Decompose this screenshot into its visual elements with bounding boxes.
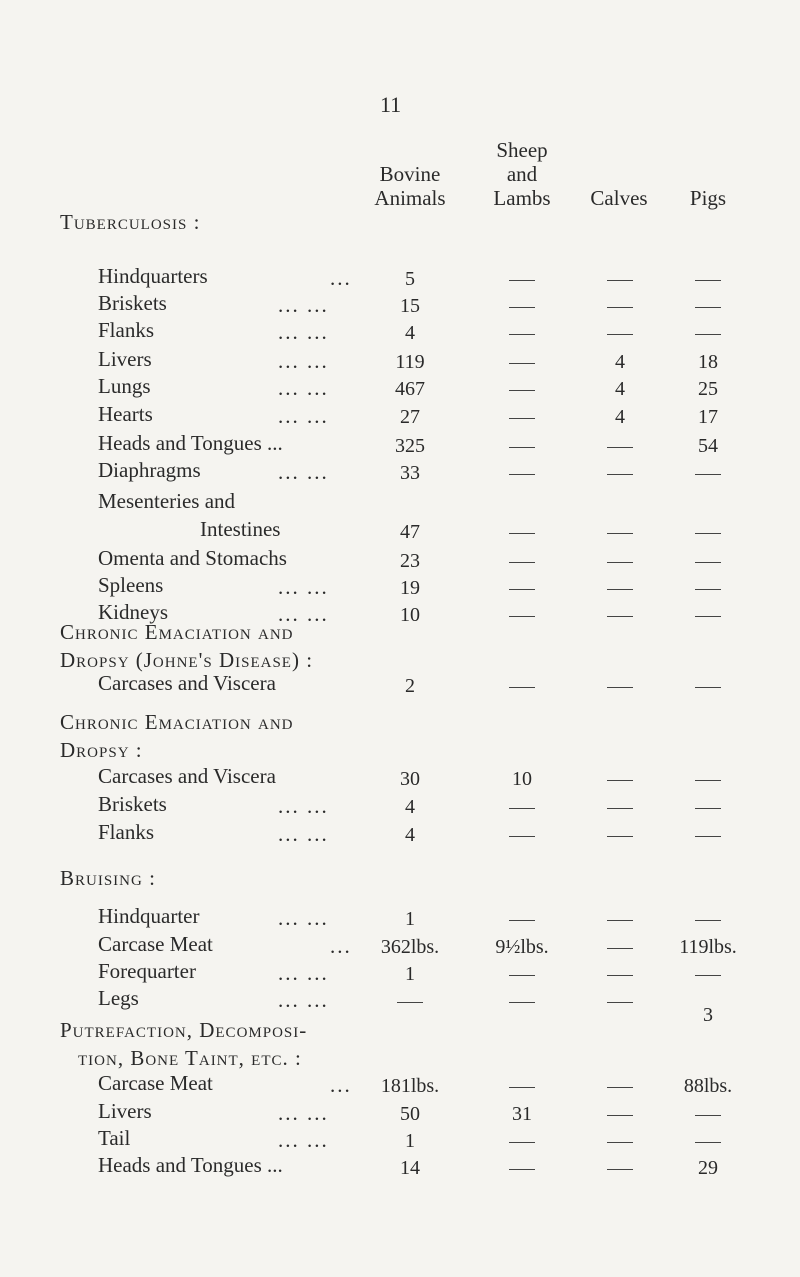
cell-bovine: 4 [405,796,415,818]
leader-dots: ... ... [278,404,329,428]
cell-calves [570,768,670,791]
dash-mark [509,334,535,335]
row-label: Diaphragms [98,458,201,482]
cell-pigs: 17 [698,406,718,428]
table-row [0,1153,800,1183]
cell-calves [570,435,670,458]
dash-mark [695,1142,721,1143]
cell-sheep [472,796,572,819]
table-row [0,792,800,822]
cell-sheep [472,963,572,986]
cell-bovine: 1 [405,908,415,930]
leader-dots: ... ... [278,906,329,930]
cell-pigs [658,1103,758,1126]
cell-pigs [658,322,758,345]
row-label: Carcases and Viscera [98,764,276,788]
dash-mark [509,616,535,617]
cell-calves: 4 [615,351,625,373]
cell-bovine: 4 [405,322,415,344]
cell-calves [570,1157,670,1180]
dash-mark [695,687,721,688]
cell-pigs [658,796,758,819]
section-title-line2: Dropsy : [60,738,143,762]
dash-mark [695,808,721,809]
dash-mark [509,687,535,688]
dash-mark [695,1115,721,1116]
cell-pigs [658,550,758,573]
cell-bovine: 2 [405,675,415,697]
cell-pigs: 119lbs. [679,936,737,958]
cell-bovine: 119 [395,351,425,373]
leader-dots: ... ... [278,602,329,626]
dash-mark [607,920,633,921]
dash-mark [509,1002,535,1003]
cell-calves [570,322,670,345]
cell-bovine: 4 [405,824,415,846]
dash-mark [607,1002,633,1003]
dash-mark [509,363,535,364]
dash-mark [607,616,633,617]
cell-bovine: 5 [405,268,415,290]
cell-sheep [472,550,572,573]
dash-mark [695,836,721,837]
cell-bovine: 30 [400,768,420,790]
dash-mark [509,808,535,809]
section-title-line1: Chronic Emaciation and [60,710,294,734]
leader-dots: ... [330,1073,352,1097]
cell-calves [570,796,670,819]
dash-mark [509,390,535,391]
dash-mark [607,808,633,809]
cell-bovine: 19 [400,577,420,599]
table-row [0,489,800,519]
cell-pigs [658,675,758,698]
leader-dots: ... ... [278,1128,329,1152]
table-row [0,402,800,432]
leader-dots: ... ... [278,794,329,818]
row-label: Livers [98,1099,152,1123]
cell-bovine: 10 [400,604,420,626]
cell-sheep [472,824,572,847]
row-label: Forequarter [98,959,196,983]
dash-mark [695,562,721,563]
column-header-bovine: Bovine Animals [374,162,446,210]
dash-mark [509,474,535,475]
cell-bovine: 181lbs. [380,1075,440,1097]
dash-mark [695,307,721,308]
row-label: Carcase Meat [98,1071,213,1095]
cell-pigs: 18 [698,351,718,373]
leader-dots: ... ... [278,460,329,484]
column-header-pigs: Pigs [689,186,727,210]
dash-mark [607,562,633,563]
cell-pigs: 25 [698,378,718,400]
cell-pigs [658,824,758,847]
row-label: Mesenteries and [98,489,236,513]
row-label: Flanks [98,318,155,342]
table-row [0,764,800,794]
cell-bovine [360,990,460,1013]
leader-dots: ... ... [278,293,329,317]
dash-mark [397,1002,423,1003]
row-label: Carcases and Viscera [98,671,276,695]
cell-calves [570,521,670,544]
dash-mark [695,334,721,335]
row-label: Heads and Tongues ... [98,1153,283,1177]
cell-calves: 4 [615,406,625,428]
dash-mark [607,836,633,837]
dash-mark [607,948,633,949]
dash-mark [607,307,633,308]
cell-pigs: 3 [703,1004,713,1026]
cell-pigs: 29 [698,1157,718,1179]
dash-mark [695,474,721,475]
table-row [0,904,800,934]
dash-mark [509,280,535,281]
cell-calves [570,990,670,1013]
cell-sheep [472,295,572,318]
dash-mark [509,975,535,976]
cell-calves [570,1103,670,1126]
dash-mark [695,975,721,976]
cell-sheep [472,990,572,1013]
dash-mark [509,533,535,534]
leader-dots: ... ... [278,988,329,1012]
row-label: Tail [98,1126,131,1150]
row-label: Briskets [98,792,167,816]
table-row [0,1071,800,1101]
cell-calves [570,963,670,986]
leader-dots: ... [330,266,352,290]
cell-pigs: 54 [698,435,718,457]
cell-calves [570,936,670,959]
row-label: Flanks [98,820,155,844]
table-row [0,374,800,404]
table-row [0,986,800,1026]
cell-bovine: 467 [395,378,425,400]
cell-sheep [472,406,572,429]
cell-sheep [472,521,572,544]
cell-calves [570,577,670,600]
dash-mark [695,533,721,534]
cell-bovine: 1 [405,1130,415,1152]
row-label: Hindquarter [98,904,200,928]
page-number: 11 [380,92,402,117]
column-header-calves: Calves [590,186,648,210]
row-label: Lungs [98,374,151,398]
row-label: Omenta and Stomachs [98,546,287,570]
cell-calves [570,824,670,847]
leader-dots: ... [330,934,352,958]
table-row [0,517,800,547]
dash-mark [695,280,721,281]
dash-mark [607,280,633,281]
table-row [0,458,800,488]
cell-bovine: 362lbs. [380,936,440,958]
cell-calves [570,675,670,698]
cell-sheep [472,577,572,600]
cell-calves [570,268,670,291]
section-title-line1: Chronic Emaciation and [60,620,294,644]
cell-sheep: 9½lbs. [495,936,549,958]
row-label: Kidneys [98,600,168,624]
cell-bovine: 27 [400,406,420,428]
leader-dots: ... ... [278,961,329,985]
cell-sheep: 31 [512,1103,532,1125]
cell-bovine: 47 [400,521,420,543]
cell-sheep [472,1157,572,1180]
dash-mark [607,1142,633,1143]
cell-pigs [658,268,758,291]
cell-bovine: 50 [400,1103,420,1125]
cell-sheep [472,322,572,345]
dash-mark [607,334,633,335]
cell-calves [570,1075,670,1098]
section-title: Bruising : [60,866,156,890]
cell-pigs [658,1130,758,1153]
cell-sheep [472,462,572,485]
dash-mark [607,975,633,976]
dash-mark [607,533,633,534]
dash-mark [509,1087,535,1088]
cell-pigs [658,908,758,931]
dash-mark [607,1169,633,1170]
cell-calves [570,295,670,318]
leader-dots: ... ... [278,349,329,373]
cell-pigs [658,768,758,791]
section-title: Tuberculosis : [60,210,201,234]
row-label: Carcase Meat [98,932,213,956]
cell-bovine: 325 [395,435,425,457]
cell-pigs [658,521,758,544]
cell-sheep [472,351,572,374]
row-label: Hindquarters [98,264,208,288]
cell-bovine: 15 [400,295,420,317]
cell-sheep: 10 [512,768,532,790]
cell-pigs [658,604,758,627]
section-title-line2: tion, Bone Taint, etc. : [78,1046,302,1070]
row-label: Heads and Tongues ... [98,431,283,455]
leader-dots: ... ... [278,376,329,400]
row-label: Spleens [98,573,164,597]
row-label: Intestines [200,517,281,541]
dash-mark [607,447,633,448]
dash-mark [607,1115,633,1116]
dash-mark [607,780,633,781]
cell-bovine: 14 [400,1157,420,1179]
row-label: Hearts [98,402,153,426]
cell-sheep [472,604,572,627]
cell-sheep [472,378,572,401]
cell-calves [570,604,670,627]
dash-mark [695,920,721,921]
cell-calves [570,550,670,573]
dash-mark [509,1169,535,1170]
leader-dots: ... ... [278,1101,329,1125]
row-label: Legs [98,986,139,1010]
dash-mark [509,920,535,921]
row-label: Livers [98,347,152,371]
column-header-sheep: Sheep and Lambs [493,138,551,210]
leader-dots: ... ... [278,575,329,599]
cell-calves [570,1130,670,1153]
cell-pigs [658,295,758,318]
section-title-line2: Dropsy (Johne's Disease) : [60,648,314,672]
dash-mark [509,562,535,563]
section-title-line1: Putrefaction, Decomposi- [60,1018,308,1042]
cell-bovine: 23 [400,550,420,572]
dash-mark [509,1142,535,1143]
table-row [0,671,800,701]
dash-mark [509,589,535,590]
cell-sheep [472,268,572,291]
dash-mark [607,1087,633,1088]
cell-calves [570,908,670,931]
dash-mark [695,616,721,617]
dash-mark [607,589,633,590]
cell-pigs [658,462,758,485]
dash-mark [509,418,535,419]
cell-sheep [472,908,572,931]
dash-mark [509,836,535,837]
cell-bovine: 33 [400,462,420,484]
cell-sheep [472,1075,572,1098]
cell-pigs [658,963,758,986]
leader-dots: ... ... [278,822,329,846]
cell-pigs [658,577,758,600]
cell-sheep [472,435,572,458]
leader-dots: ... ... [278,320,329,344]
dash-mark [607,474,633,475]
dash-mark [509,447,535,448]
dash-mark [607,687,633,688]
cell-calves [570,462,670,485]
table-row [0,820,800,850]
row-label: Briskets [98,291,167,315]
cell-bovine: 1 [405,963,415,985]
cell-sheep [472,675,572,698]
cell-sheep [472,1130,572,1153]
dash-mark [695,589,721,590]
dash-mark [695,780,721,781]
dash-mark [509,307,535,308]
cell-calves: 4 [615,378,625,400]
table-row [0,318,800,348]
cell-pigs: 88lbs. [683,1075,733,1097]
